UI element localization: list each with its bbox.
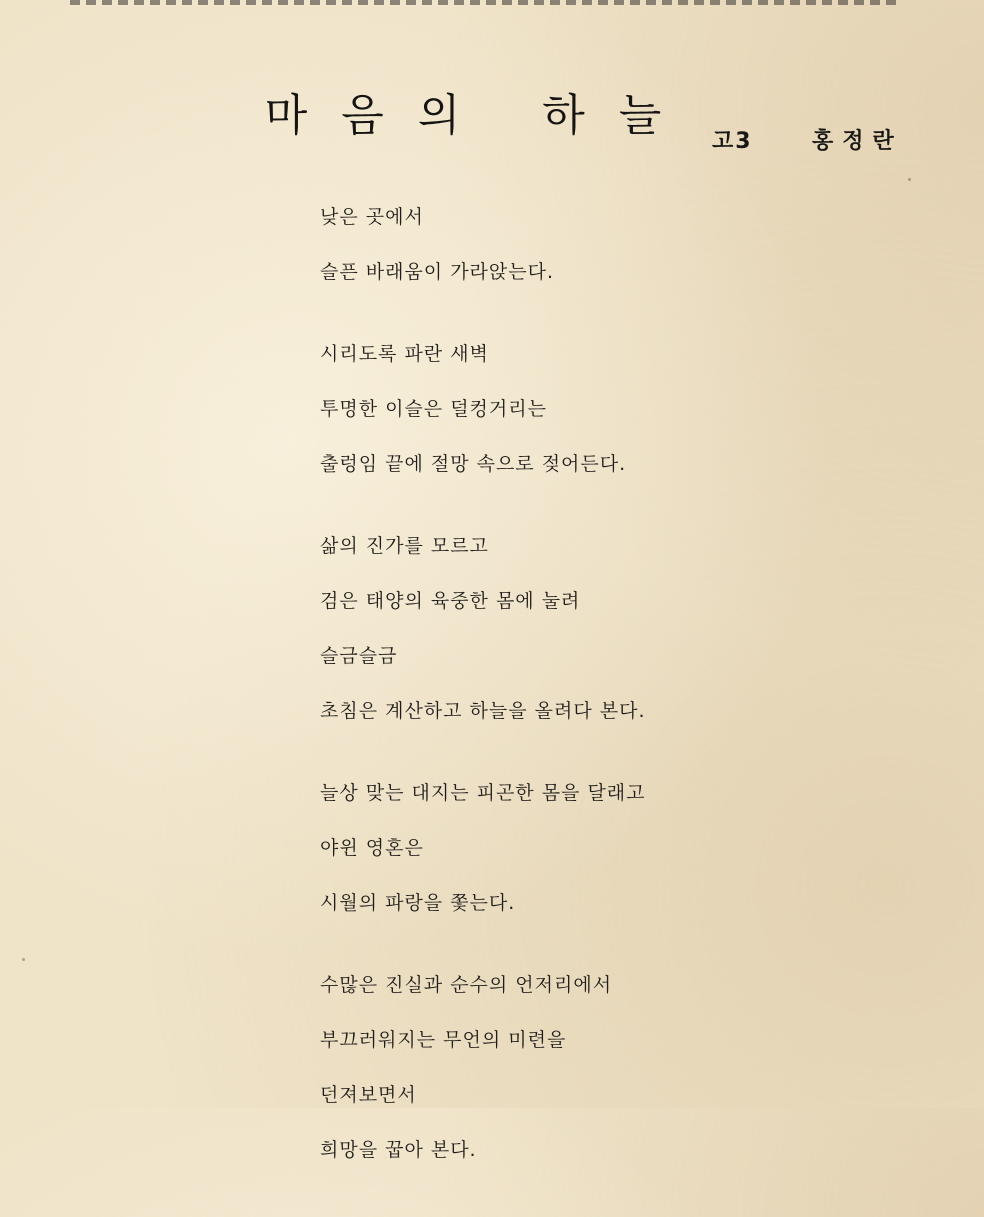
- poem-title: 마음의 하늘: [264, 90, 696, 142]
- poem-line: 던져보면서: [320, 1084, 417, 1106]
- stanza-2: [320, 339, 940, 479]
- poem-line: 낮은 곳에서: [320, 206, 424, 228]
- poem-line: 수많은 진실과 순수의 언저리에서: [320, 974, 613, 996]
- poem-line: 검은 태양의 육중한 몸에 눌려: [320, 590, 581, 612]
- stanza-4: [320, 778, 940, 918]
- poem-body: [320, 202, 940, 1217]
- paper-speck: [22, 958, 25, 961]
- stanza-3: [320, 531, 940, 726]
- stanza-1: [320, 202, 940, 287]
- poem-line: 시월의 파랑을 쫓는다.: [320, 892, 516, 914]
- poem-line: 슬금슬금: [320, 645, 398, 667]
- poem-line: 늘상 맞는 대지는 피곤한 몸을 달래고: [320, 782, 646, 804]
- poem-line: 희망을 꿉아 본다.: [320, 1139, 477, 1161]
- poem-line: 슬픈 바래움이 가라앉는다.: [320, 261, 555, 283]
- poem-line: 야윈 영혼은: [320, 837, 424, 859]
- author-name: 홍정란: [812, 129, 903, 154]
- poem-line: 출렁임 끝에 절망 속으로 젖어든다.: [320, 453, 627, 475]
- poem-line: 초침은 계산하고 하늘을 올려다 본다.: [320, 700, 646, 722]
- poem-line: 부끄러워지는 무언의 미련을: [320, 1029, 567, 1051]
- paper-speck: [908, 178, 911, 181]
- top-decorative-border: [70, 0, 900, 5]
- poem-line: 투명한 이슬은 덜컹거리는: [320, 398, 547, 420]
- poem-line: 시리도록 파란 새벽: [320, 343, 489, 365]
- poem-line: 삶의 진가를 모르고: [320, 535, 489, 557]
- author-grade: 고3: [712, 129, 753, 154]
- byline: [712, 124, 903, 155]
- stanza-5: [320, 970, 940, 1165]
